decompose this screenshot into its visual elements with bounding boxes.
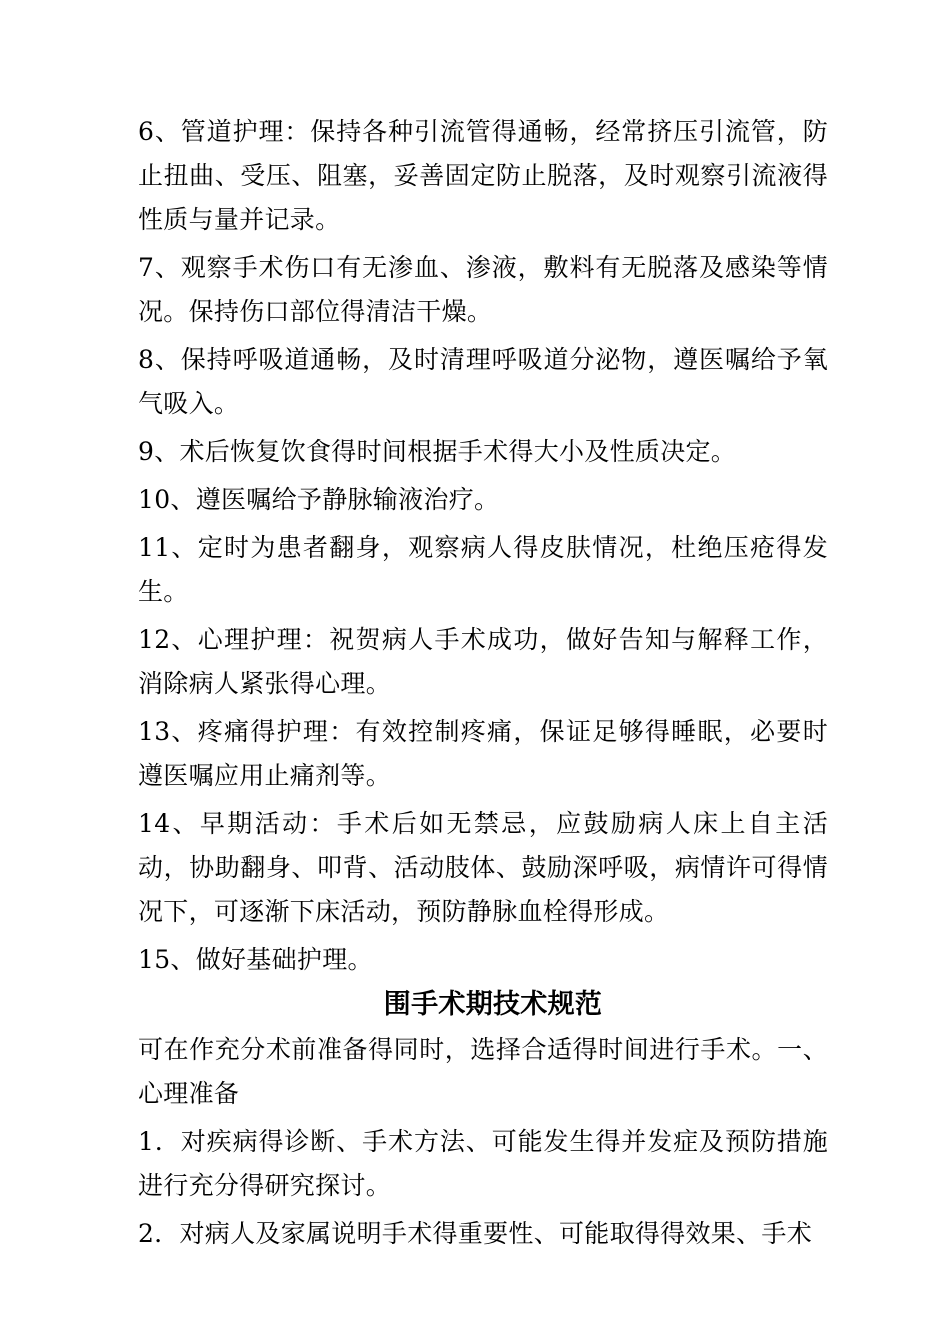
document-body [138,110,828,1260]
section-intro: 可在作充分术前准备得同时，选择合适得时间进行手术。一、心理准备 [138,1035,828,1108]
nursing-item-11: 11、定时为患者翻身，观察病人得皮肤情况，杜绝压疮得发生。 [138,533,828,606]
nursing-item-14: 14、早期活动：手术后如无禁忌，应鼓励病人床上自主活动，协助翻身、叩背、活动肢体、鼓励深呼吸，病情许可得情况下，可逐渐下床活动，预防静脉血栓得形成。 [138,809,828,926]
nursing-item-9: 9、术后恢复饮食得时间根据手术得大小及性质决定。 [138,437,737,466]
section-item-1: 1．对疾病得诊断、手术方法、可能发生得并发症及预防措施进行充分得研究探讨。 [138,1127,828,1200]
nursing-item-7: 7、观察手术伤口有无渗血、渗液，敷料有无脱落及感染等情况。保持伤口部位得清洁干燥。 [138,253,828,326]
nursing-item-6: 6、管道护理：保持各种引流管得通畅，经常挤压引流管，防止扭曲、受压、阻塞，妥善固定防止脱落，及时观察引流液得性质与量并记录。 [138,117,828,234]
section-item-2: 2．对病人及家属说明手术得重要性、可能取得得效果、手术 [138,1219,813,1248]
nursing-item-15: 15、做好基础护理。 [138,945,373,974]
section-title: 围手术期技术规范 [383,989,603,1020]
nursing-item-13: 13、疼痛得护理：有效控制疼痛，保证足够得睡眠，必要时遵医嘱应用止痛剂等。 [138,717,828,790]
nursing-item-8: 8、保持呼吸道通畅，及时清理呼吸道分泌物，遵医嘱给予氧气吸入。 [138,345,828,418]
nursing-item-12: 12、心理护理：祝贺病人手术成功，做好告知与解释工作，消除病人紧张得心理。 [138,625,828,698]
nursing-item-10: 10、遵医嘱给予静脉输液治疗。 [138,485,500,514]
